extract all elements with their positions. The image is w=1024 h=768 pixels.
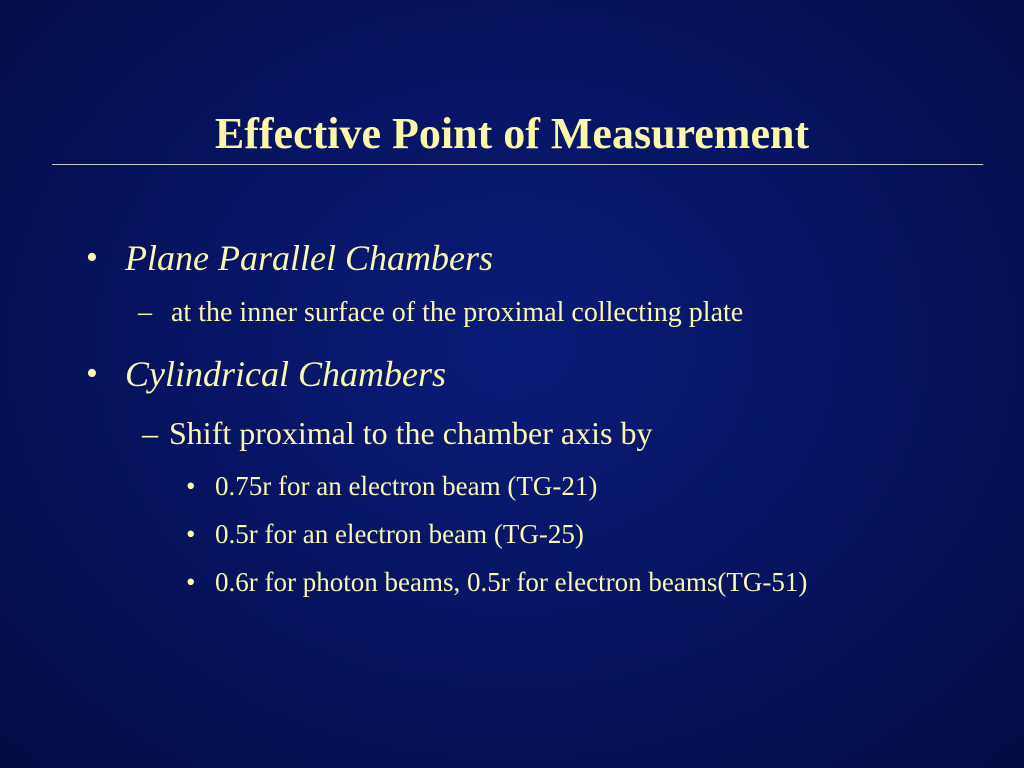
sub-sub-bullet-marker-3: • [186, 567, 196, 597]
sub-sub-bullet-1-text: 0.75r for an electron beam (TG-21) [215, 471, 598, 501]
sub-bullet-1-1-text: at the inner surface of the proximal collecting plate [171, 297, 744, 328]
sub-bullet-marker-2-1: – [142, 415, 158, 451]
sub-bullet-marker-1-1: – [138, 297, 152, 328]
bullet-marker-1: • [86, 239, 98, 276]
sub-bullet-2-1-text: Shift proximal to the chamber axis by [169, 415, 653, 451]
sub-sub-bullet-2-text: 0.5r for an electron beam (TG-25) [215, 519, 584, 549]
bullet-marker-2: • [86, 355, 98, 392]
bullet-2-text: Cylindrical Chambers [125, 354, 446, 394]
sub-sub-bullet-marker-1: • [186, 471, 196, 501]
sub-sub-bullet-marker-2: • [186, 519, 196, 549]
title-divider [52, 164, 983, 165]
slide-title: Effective Point of Measurement [214, 109, 810, 158]
bullet-1-text: Plane Parallel Chambers [125, 238, 493, 278]
sub-sub-bullet-3-text: 0.6r for photon beams, 0.5r for electron beams(TG-51) [215, 567, 808, 597]
